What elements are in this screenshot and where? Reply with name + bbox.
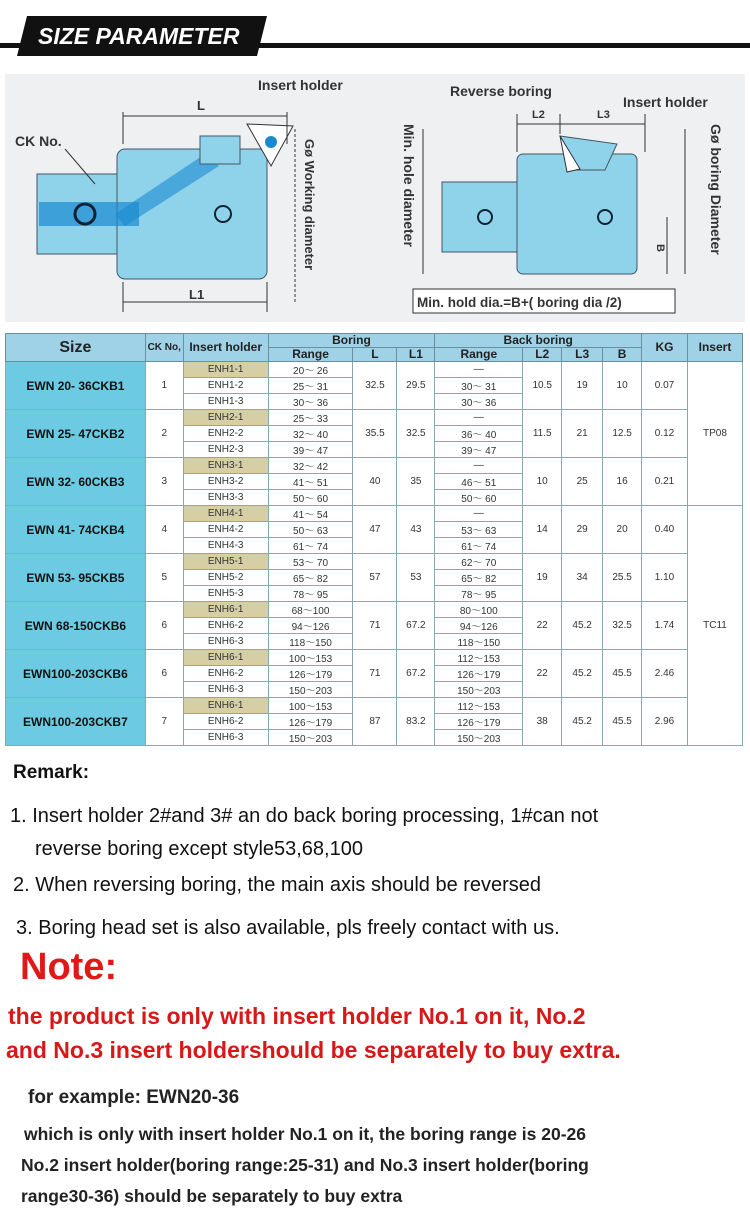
back-boring-range-cell: 94～126 bbox=[435, 618, 523, 634]
L3-cell: 19 bbox=[562, 362, 603, 410]
kg-cell: 2.96 bbox=[642, 698, 688, 746]
reverse-boring-label: Reverse boring bbox=[450, 83, 552, 99]
boring-range-cell: 32～ 42 bbox=[268, 458, 353, 474]
boring-range-cell: 25～ 33 bbox=[268, 410, 353, 426]
ck-no-cell: 6 bbox=[145, 650, 183, 698]
table-row bbox=[6, 410, 743, 426]
L3-cell: 45.2 bbox=[562, 602, 603, 650]
col-boring-range: Range bbox=[268, 348, 353, 362]
back-boring-range-cell: — bbox=[435, 506, 523, 522]
size-cell: EWN 32- 60CKB3 bbox=[6, 458, 146, 506]
back-boring-range-cell: 30～ 31 bbox=[435, 378, 523, 394]
boring-range-cell: 78～ 95 bbox=[268, 586, 353, 602]
L-cell: 47 bbox=[353, 506, 397, 554]
working-diameter-label: Gø Working diameter bbox=[302, 139, 317, 271]
insert-holder-cell: ENH2-2 bbox=[183, 426, 268, 442]
B-cell: 45.5 bbox=[603, 698, 642, 746]
col-ck-no: CK No, bbox=[145, 334, 183, 362]
col-B: B bbox=[603, 348, 642, 362]
L1-cell: 32.5 bbox=[397, 410, 435, 458]
boring-range-cell: 126～179 bbox=[268, 714, 353, 730]
L-cell: 40 bbox=[353, 458, 397, 506]
L1-cell: 29.5 bbox=[397, 362, 435, 410]
L-cell: 87 bbox=[353, 698, 397, 746]
col-back-range: Range bbox=[435, 348, 523, 362]
B-cell: 45.5 bbox=[603, 650, 642, 698]
back-boring-range-cell: 53～ 63 bbox=[435, 522, 523, 538]
size-cell: EWN 25- 47CKB2 bbox=[6, 410, 146, 458]
L-cell: 71 bbox=[353, 650, 397, 698]
back-boring-range-cell: 118～150 bbox=[435, 634, 523, 650]
L1-cell: 67.2 bbox=[397, 650, 435, 698]
L2-cell: 38 bbox=[523, 698, 562, 746]
right-insert-holder-label: Insert holder bbox=[623, 94, 708, 110]
table-row bbox=[6, 362, 743, 378]
B-cell: 25.5 bbox=[603, 554, 642, 602]
insert-holder-cell: ENH5-1 bbox=[183, 554, 268, 570]
insert-holder-cell: ENH6-2 bbox=[183, 618, 268, 634]
L2-cell: 19 bbox=[523, 554, 562, 602]
insert-holder-cell: ENH6-1 bbox=[183, 602, 268, 618]
insert-holder-cell: ENH4-2 bbox=[183, 522, 268, 538]
remark-1: 1. Insert holder 2#and 3# an do back boring processing, 1#can not bbox=[10, 805, 599, 827]
back-boring-range-cell: 126～179 bbox=[435, 666, 523, 682]
B-cell: 10 bbox=[603, 362, 642, 410]
insert-holder-cell: ENH3-2 bbox=[183, 474, 268, 490]
L3-cell: 34 bbox=[562, 554, 603, 602]
L-cell: 57 bbox=[353, 554, 397, 602]
L3-cell: 21 bbox=[562, 410, 603, 458]
insert-holder-cell: ENH4-3 bbox=[183, 538, 268, 554]
L3-cell: 25 bbox=[562, 458, 603, 506]
boring-range-cell: 20～ 26 bbox=[268, 362, 353, 378]
back-boring-range-cell: 65～ 82 bbox=[435, 570, 523, 586]
L1-cell: 35 bbox=[397, 458, 435, 506]
L2-cell: 14 bbox=[523, 506, 562, 554]
L3-cell: 45.2 bbox=[562, 698, 603, 746]
ck-no-cell: 5 bbox=[145, 554, 183, 602]
L-cell: 32.5 bbox=[353, 362, 397, 410]
left-tool-drawing bbox=[15, 77, 343, 312]
table-row bbox=[6, 506, 743, 522]
L-cell: 71 bbox=[353, 602, 397, 650]
back-boring-range-cell: 80～100 bbox=[435, 602, 523, 618]
section-title: SIZE PARAMETER bbox=[38, 23, 240, 49]
col-L1: L1 bbox=[397, 348, 435, 362]
section-header bbox=[0, 0, 750, 70]
L1-cell: 67.2 bbox=[397, 602, 435, 650]
kg-cell: 1.74 bbox=[642, 602, 688, 650]
insert-holder-cell: ENH4-1 bbox=[183, 506, 268, 522]
col-size: Size bbox=[6, 334, 146, 362]
ck-no-label: CK No. bbox=[15, 133, 62, 149]
boring-range-cell: 150～203 bbox=[268, 682, 353, 698]
back-boring-range-cell: 150～203 bbox=[435, 682, 523, 698]
insert-holder-cell: ENH6-2 bbox=[183, 714, 268, 730]
size-cell: EWN 41- 74CKB4 bbox=[6, 506, 146, 554]
back-boring-range-cell: 39～ 47 bbox=[435, 442, 523, 458]
back-boring-range-cell: 62～ 70 bbox=[435, 554, 523, 570]
insert-holder-cell: ENH6-2 bbox=[183, 666, 268, 682]
col-L2: L2 bbox=[523, 348, 562, 362]
back-boring-range-cell: 112～153 bbox=[435, 650, 523, 666]
back-boring-range-cell: 126～179 bbox=[435, 714, 523, 730]
min-hole-diameter-label: Min. hole diameter bbox=[401, 124, 417, 247]
note-line-2: and No.3 insert holdershould be separately to buy extra. bbox=[6, 1037, 621, 1063]
col-L3: L3 bbox=[562, 348, 603, 362]
insert-holder-cell: ENH1-1 bbox=[183, 362, 268, 378]
boring-range-cell: 32～ 40 bbox=[268, 426, 353, 442]
table-row bbox=[6, 650, 743, 666]
B-cell: 12.5 bbox=[603, 410, 642, 458]
insert-holder-cell: ENH6-1 bbox=[183, 650, 268, 666]
size-cell: EWN 68-150CKB6 bbox=[6, 602, 146, 650]
dim-L3: L3 bbox=[597, 109, 610, 121]
kg-cell: 0.07 bbox=[642, 362, 688, 410]
size-cell: EWN 20- 36CKB1 bbox=[6, 362, 146, 410]
boring-range-cell: 118～150 bbox=[268, 634, 353, 650]
col-L: L bbox=[353, 348, 397, 362]
L-cell: 35.5 bbox=[353, 410, 397, 458]
note-title: Note: bbox=[20, 946, 118, 988]
example-line-2: No.2 insert holder(boring range:25-31) and No.3 insert holder(boring bbox=[21, 1155, 589, 1175]
insert-holder-cell: ENH5-2 bbox=[183, 570, 268, 586]
example-title: for example: EWN20-36 bbox=[28, 1087, 240, 1108]
insert-holder-cell: ENH6-3 bbox=[183, 634, 268, 650]
back-boring-range-cell: 78～ 95 bbox=[435, 586, 523, 602]
ck-no-cell: 3 bbox=[145, 458, 183, 506]
insert-holder-cell: ENH1-3 bbox=[183, 394, 268, 410]
insert-holder-cell: ENH3-3 bbox=[183, 490, 268, 506]
size-cell: EWN100-203CKB6 bbox=[6, 650, 146, 698]
kg-cell: 0.40 bbox=[642, 506, 688, 554]
back-boring-range-cell: — bbox=[435, 458, 523, 474]
size-parameter-table bbox=[5, 333, 743, 746]
boring-range-cell: 100～153 bbox=[268, 650, 353, 666]
B-cell: 32.5 bbox=[603, 602, 642, 650]
boring-range-cell: 94～126 bbox=[268, 618, 353, 634]
kg-cell: 0.21 bbox=[642, 458, 688, 506]
insert-holder-cell: ENH6-1 bbox=[183, 698, 268, 714]
ck-no-cell: 7 bbox=[145, 698, 183, 746]
back-boring-range-cell: 50～ 60 bbox=[435, 490, 523, 506]
section-title-tag bbox=[17, 16, 267, 56]
ck-no-cell: 4 bbox=[145, 506, 183, 554]
boring-range-cell: 50～ 63 bbox=[268, 522, 353, 538]
size-cell: EWN 53- 95CKB5 bbox=[6, 554, 146, 602]
back-boring-range-cell: 150～203 bbox=[435, 730, 523, 746]
remark-title: Remark: bbox=[13, 762, 90, 783]
insert-holder-label: Insert holder bbox=[258, 77, 343, 93]
boring-range-cell: 41～ 54 bbox=[268, 506, 353, 522]
min-hole-formula: Min. hold dia.=B+( boring dia /2) bbox=[417, 295, 622, 310]
insert-holder-cell: ENH2-1 bbox=[183, 410, 268, 426]
back-boring-range-cell: 46～ 51 bbox=[435, 474, 523, 490]
kg-cell: 0.12 bbox=[642, 410, 688, 458]
L1-cell: 83.2 bbox=[397, 698, 435, 746]
boring-range-cell: 150～203 bbox=[268, 730, 353, 746]
insert-holder-cell: ENH1-2 bbox=[183, 378, 268, 394]
boring-range-cell: 126～179 bbox=[268, 666, 353, 682]
ck-no-cell: 6 bbox=[145, 602, 183, 650]
ck-no-cell: 2 bbox=[145, 410, 183, 458]
insert-type-cell: TC11 bbox=[687, 506, 742, 746]
insert-type-cell: TP08 bbox=[687, 362, 742, 506]
boring-diameter-label: Gø boring Diameter bbox=[708, 124, 724, 255]
back-boring-range-cell: 112～153 bbox=[435, 698, 523, 714]
back-boring-range-cell: 61～ 74 bbox=[435, 538, 523, 554]
table-row bbox=[6, 554, 743, 570]
insert-holder-cell: ENH2-3 bbox=[183, 442, 268, 458]
boring-range-cell: 65～ 82 bbox=[268, 570, 353, 586]
dim-L1: L1 bbox=[189, 287, 205, 302]
example-line-3: range30-36) should be separately to buy extra bbox=[21, 1186, 403, 1206]
size-cell: EWN100-203CKB7 bbox=[6, 698, 146, 746]
L2-cell: 22 bbox=[523, 650, 562, 698]
L1-cell: 43 bbox=[397, 506, 435, 554]
B-cell: 20 bbox=[603, 506, 642, 554]
back-boring-range-cell: — bbox=[435, 410, 523, 426]
dim-L: L bbox=[197, 98, 205, 113]
boring-range-cell: 30～ 36 bbox=[268, 394, 353, 410]
boring-range-cell: 25～ 31 bbox=[268, 378, 353, 394]
boring-range-cell: 68～100 bbox=[268, 602, 353, 618]
L2-cell: 11.5 bbox=[523, 410, 562, 458]
boring-range-cell: 100～153 bbox=[268, 698, 353, 714]
remark-1-cont: reverse boring except style53,68,100 bbox=[35, 838, 363, 860]
insert-holder-cell: ENH6-3 bbox=[183, 682, 268, 698]
boring-range-cell: 41～ 51 bbox=[268, 474, 353, 490]
back-boring-range-cell: 30～ 36 bbox=[435, 394, 523, 410]
col-insert-holder: Insert holder bbox=[183, 334, 268, 362]
back-boring-range-cell: — bbox=[435, 362, 523, 378]
dimension-diagram bbox=[5, 74, 745, 322]
note-line-1: the product is only with insert holder No.1 on it, No.2 bbox=[8, 1003, 586, 1029]
L2-cell: 10 bbox=[523, 458, 562, 506]
L3-cell: 45.2 bbox=[562, 650, 603, 698]
L3-cell: 29 bbox=[562, 506, 603, 554]
remark-2: 2. When reversing boring, the main axis should be reversed bbox=[13, 874, 542, 896]
dim-L2: L2 bbox=[532, 109, 545, 121]
col-kg: KG bbox=[642, 334, 688, 362]
right-tool-drawing bbox=[401, 83, 724, 313]
table-row bbox=[6, 602, 743, 618]
L2-cell: 10.5 bbox=[523, 362, 562, 410]
L2-cell: 22 bbox=[523, 602, 562, 650]
col-boring: Boring bbox=[268, 334, 435, 348]
boring-range-cell: 50～ 60 bbox=[268, 490, 353, 506]
dim-B: B bbox=[654, 244, 666, 252]
insert-holder-cell: ENH6-3 bbox=[183, 730, 268, 746]
table-row bbox=[6, 458, 743, 474]
insert-holder-cell: ENH5-3 bbox=[183, 586, 268, 602]
col-insert: Insert bbox=[687, 334, 742, 362]
ck-no-cell: 1 bbox=[145, 362, 183, 410]
table-row bbox=[6, 698, 743, 714]
insert-holder-cell: ENH3-1 bbox=[183, 458, 268, 474]
remark-3: 3. Boring head set is also available, pls freely contact with us. bbox=[16, 917, 560, 939]
boring-range-cell: 61～ 74 bbox=[268, 538, 353, 554]
boring-range-cell: 53～ 70 bbox=[268, 554, 353, 570]
kg-cell: 2.46 bbox=[642, 650, 688, 698]
col-back-boring: Back boring bbox=[435, 334, 642, 348]
B-cell: 16 bbox=[603, 458, 642, 506]
example-line-1: which is only with insert holder No.1 on it, the boring range is 20-26 bbox=[24, 1124, 587, 1144]
back-boring-range-cell: 36～ 40 bbox=[435, 426, 523, 442]
boring-range-cell: 39～ 47 bbox=[268, 442, 353, 458]
L1-cell: 53 bbox=[397, 554, 435, 602]
kg-cell: 1.10 bbox=[642, 554, 688, 602]
